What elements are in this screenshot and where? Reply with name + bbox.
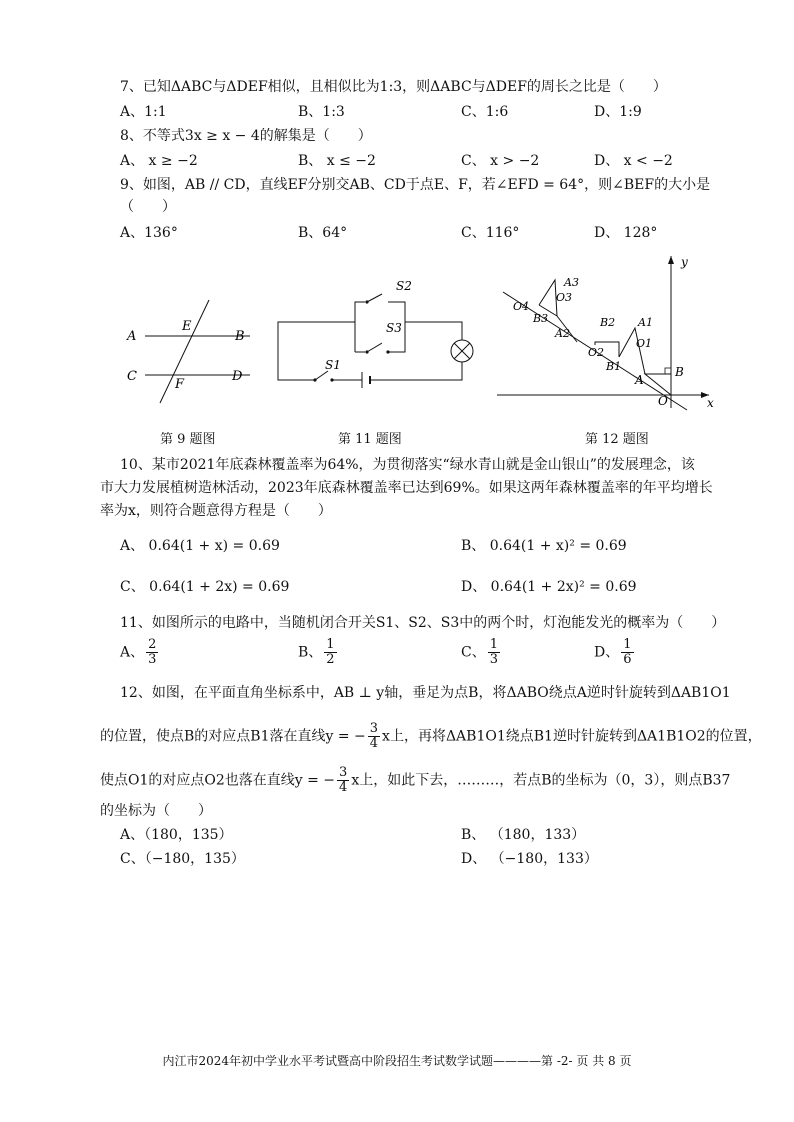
q10-stem-line2: 市大力发展植树造林活动，2023年底森林覆盖率已达到69%。如果这两年森林覆盖率的年平均增长 [100, 480, 713, 496]
wire-battery-bulb [370, 362, 462, 380]
q12-line3 [100, 766, 730, 795]
q12-line3-pre: 使点O1的对应点O2也落在直线y = − [100, 772, 336, 789]
fig12-label-b: B [675, 365, 684, 379]
fig12-label-b1: B1 [606, 360, 622, 373]
q12-line2 [100, 722, 762, 751]
q11-d-num: 1 [623, 637, 632, 652]
q9-stem-line2: （ ） [120, 199, 176, 215]
figure-12 [495, 250, 720, 415]
s1-contact-left [313, 378, 316, 381]
q9-stem-line1: 9、如图，AB // CD，直线EF分别交AB、CD于点E、F，若∠EFD = 64°，则∠BEF的大小是 [120, 177, 711, 193]
q11-stem: 11、如图所示的电路中，当随机闭合开关S1、S2、S3中的两个时，灯泡能发光的概率为（ ） [120, 615, 726, 631]
q10-stem-line1: 10、某市2021年底森林覆盖率为64%，为贯彻落实“绿水青山就是金山银山”的发展理念，该 [120, 457, 695, 473]
q11-option-c-label: C、 [461, 644, 486, 661]
wire-branch-left [355, 302, 365, 352]
q12-line3-num: 3 [339, 765, 348, 780]
fig12-label-a1: A1 [638, 316, 653, 329]
q11-option-a-label: A、 [120, 644, 145, 661]
figure-11 [270, 272, 480, 397]
q11-a-den: 3 [148, 652, 157, 667]
right-angle-b [665, 368, 671, 374]
q8-option-c: C、 x > −2 [461, 153, 540, 169]
q11-a-num: 2 [148, 637, 157, 652]
triangle-a-b1-o1 [619, 328, 645, 374]
q8-stem: 8、不等式3x ≥ x − 4的解集是（ ） [120, 128, 372, 144]
q11-option-b-fraction [324, 638, 336, 667]
fig12-label-o4: O4 [513, 300, 530, 313]
q9-option-d: D、 128° [594, 225, 658, 241]
fig12-label-o1: O1 [636, 337, 653, 350]
fig12-caption: 第 12 题图 [585, 432, 649, 447]
fig9-label-b: B [235, 329, 245, 344]
q11-c-den: 3 [489, 652, 498, 667]
s2-contact-left [365, 300, 368, 303]
q9-option-c: C、116° [461, 225, 520, 241]
q10-stem-line3: 率为x，则符合题意得方程是（ ） [100, 503, 332, 519]
q8-option-b: B、 x ≤ −2 [298, 153, 376, 169]
fig12-label-b3: B3 [533, 312, 549, 325]
q7-option-a: A、1:1 [120, 104, 167, 120]
switch-s3 [367, 343, 382, 352]
q10-option-b: B、 0.64(1 + x)² = 0.69 [461, 538, 627, 554]
q7-option-c: C、1:6 [461, 104, 509, 120]
q9-option-b: B、64° [298, 225, 348, 241]
q12-option-a: A、（180，135） [120, 827, 233, 843]
fig12-label-a2: A2 [555, 327, 570, 340]
q12-line2-num: 3 [369, 721, 379, 736]
q11-b-den: 2 [326, 652, 335, 667]
q12-line2-fraction [368, 722, 380, 751]
fig9-label-c: C [127, 369, 137, 384]
q11-option-a [120, 638, 160, 667]
line-ef [160, 300, 209, 403]
fig9-label-f: F [175, 377, 185, 392]
fig12-label-o3: O3 [556, 291, 573, 304]
page-footer: 内江市2024年初中学业水平考试暨高中阶段招生考试数学试题————第 -2- 页 共 8 页 [162, 1054, 632, 1068]
q12-line2-den: 4 [369, 736, 379, 751]
q8-option-d: D、 x < −2 [594, 153, 673, 169]
q11-option-b-label: B、 [298, 644, 323, 661]
q11-option-d-label: D、 [594, 644, 620, 661]
q10-option-c: C、 0.64(1 + 2x) = 0.69 [120, 579, 290, 595]
fig9-label-d: D [232, 369, 243, 384]
fig9-label-e: E [182, 319, 192, 334]
q11-option-c [461, 638, 502, 667]
q11-option-c-fraction [488, 638, 500, 667]
switch-s2 [367, 294, 382, 302]
fig11-label-s3: S3 [386, 321, 402, 335]
fig12-label-a: A [635, 373, 644, 387]
q12-option-d: D、 （−180，133） [461, 851, 598, 867]
q10-option-d: D、 0.64(1 + 2x)² = 0.69 [461, 579, 637, 595]
q12-line2-pre: 的位置，使点B的对应点B1落在直线y = − [100, 728, 366, 745]
fig12-label-y: y [681, 255, 688, 269]
q12-option-b: B、 （180，133） [461, 827, 586, 843]
q7-option-d: D、1:9 [594, 104, 642, 120]
fig12-label-o: O [658, 394, 668, 408]
q8-option-a: A、 x ≥ −2 [120, 153, 198, 169]
fig11-caption: 第 11 题图 [338, 432, 402, 447]
fig9-caption: 第 9 题图 [160, 432, 216, 447]
fig12-label-o2: O2 [588, 346, 605, 359]
q12-line3-post: x上，如此下去，………，若点B的坐标为（0，3），则点B37 [351, 772, 731, 789]
q7-stem: 7、已知ΔABC与ΔDEF相似，且相似比为1:3，则ΔABC与ΔDEF的周长之比是（ ） [120, 79, 667, 95]
q7-option-b: B、1:3 [298, 104, 345, 120]
q11-c-num: 1 [489, 637, 498, 652]
q12-line4: 的坐标为（ ） [100, 803, 212, 819]
fig12-label-x: x [707, 396, 714, 410]
q10-option-a: A、 0.64(1 + x) = 0.69 [120, 538, 280, 554]
q11-b-num: 1 [326, 637, 335, 652]
fig12-label-b2: B2 [600, 316, 616, 329]
q11-option-a-fraction [146, 638, 158, 667]
wire-right [405, 322, 462, 340]
q12-line3-den: 4 [339, 780, 348, 795]
fig11-label-s1: S1 [325, 358, 341, 372]
q11-option-d [594, 638, 636, 667]
q11-option-b [298, 638, 339, 667]
fig9-label-a: A [127, 329, 137, 344]
q12-line3-fraction [337, 766, 349, 795]
q9-option-a: A、136° [120, 225, 178, 241]
switch-s1 [315, 371, 328, 380]
wire-left [278, 322, 355, 380]
q12-option-c: C、（−180，135） [120, 851, 245, 867]
fig12-label-a3: A3 [564, 276, 579, 289]
y-axis-arrow [668, 256, 674, 264]
figure-9 [115, 290, 265, 415]
s3-contact-left [365, 350, 368, 353]
fig11-label-s2: S2 [396, 279, 412, 293]
q11-d-den: 6 [623, 652, 632, 667]
q12-line2-post: x上，再将ΔAB1O1绕点B1逆时针旋转到ΔA1B1O2的位置， [382, 728, 762, 745]
q11-option-d-fraction [621, 638, 633, 667]
q12-line1: 12、如图，在平面直角坐标系中，AB ⊥ y轴，垂足为点B，将ΔABO绕点A逆时针旋转到ΔAB1O1 [120, 685, 731, 701]
